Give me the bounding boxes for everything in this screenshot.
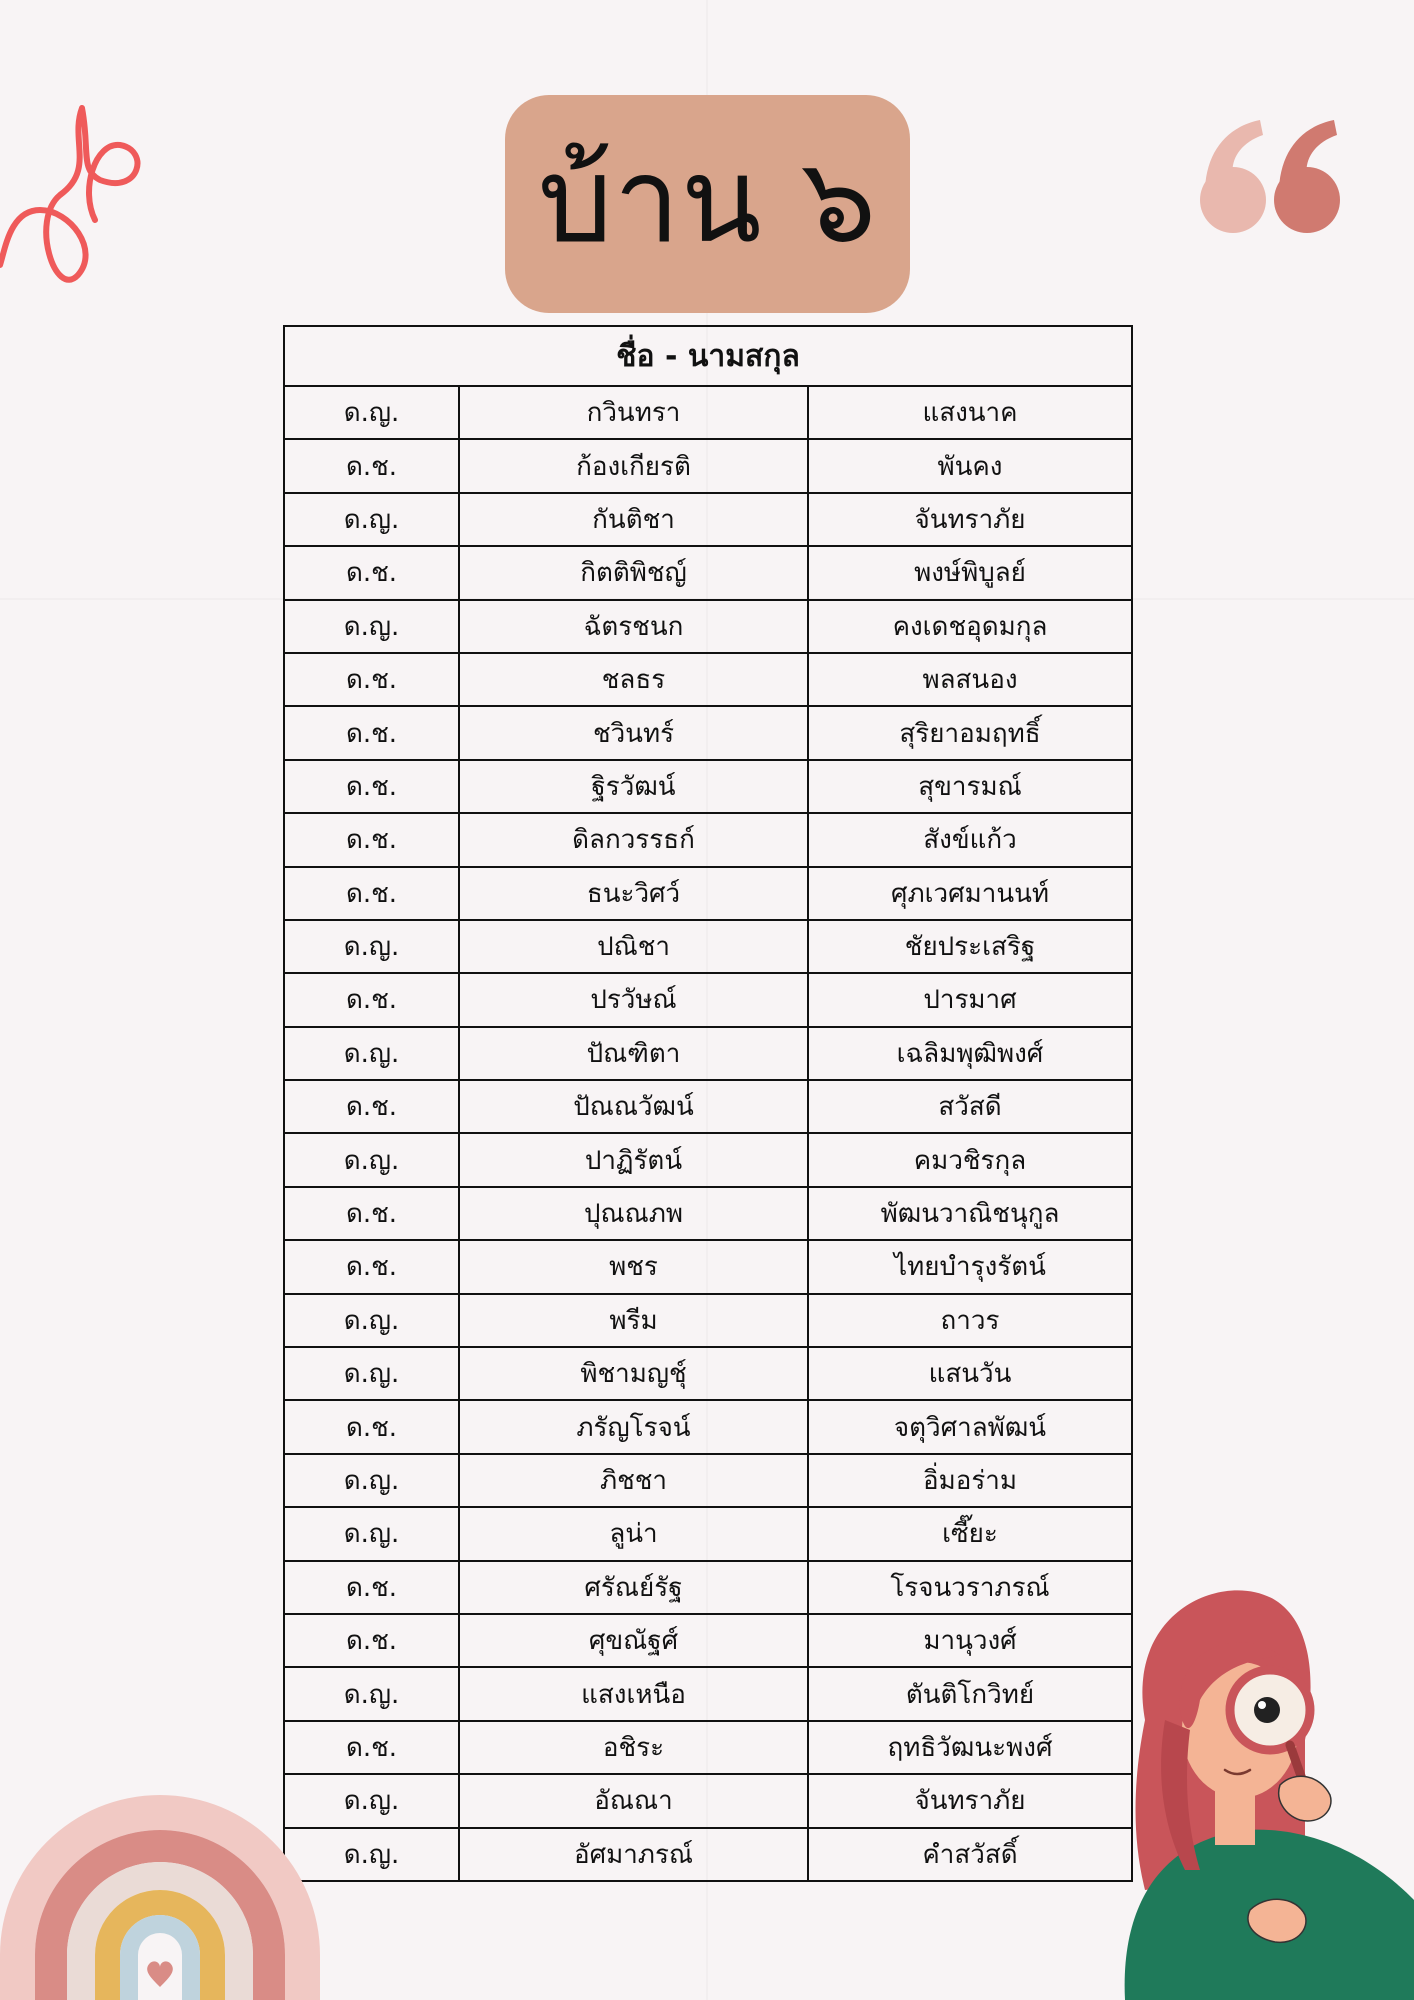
last-name-cell: สังข์แก้ว — [808, 813, 1132, 866]
first-name-cell: ภรัญโรจน์ — [459, 1400, 808, 1453]
girl-magnifying-glass-illustration — [1105, 1570, 1414, 2000]
page-title: บ้าน ๖ — [537, 131, 878, 269]
name-prefix-cell: ด.ญ. — [284, 1507, 459, 1560]
first-name-cell: แสงเหนือ — [459, 1667, 808, 1720]
name-prefix-cell: ด.ญ. — [284, 386, 459, 439]
table-row — [284, 760, 1132, 813]
first-name-cell: พชร — [459, 1240, 808, 1293]
first-name-cell: อัณณา — [459, 1774, 808, 1827]
name-prefix-cell: ด.ญ. — [284, 1774, 459, 1827]
table-row — [284, 493, 1132, 546]
last-name-cell: แสงนาค — [808, 386, 1132, 439]
last-name-cell: ไทยบำรุงรัตน์ — [808, 1240, 1132, 1293]
first-name-cell: ดิลกวรรธก์ — [459, 813, 808, 866]
table-row — [284, 1294, 1132, 1347]
rainbow-heart-illustration — [0, 1765, 330, 2000]
table-row — [284, 1454, 1132, 1507]
squiggle-doodle — [0, 100, 150, 310]
last-name-cell: สวัสดี — [808, 1080, 1132, 1133]
last-name-cell: พลสนอง — [808, 653, 1132, 706]
last-name-cell: คงเดชอุดมกุล — [808, 600, 1132, 653]
table-row — [284, 1774, 1132, 1827]
name-prefix-cell: ด.ญ. — [284, 1454, 459, 1507]
first-name-cell: ฉัตรชนก — [459, 600, 808, 653]
last-name-cell: แสนวัน — [808, 1347, 1132, 1400]
table-row — [284, 813, 1132, 866]
table-row — [284, 386, 1132, 439]
quote-marks-icon — [1195, 115, 1350, 245]
table-row — [284, 1080, 1132, 1133]
table-body — [284, 386, 1132, 1881]
table-row — [284, 706, 1132, 759]
last-name-cell: ศุภเวศมานนท์ — [808, 867, 1132, 920]
name-prefix-cell: ด.ญ. — [284, 1133, 459, 1186]
table-row — [284, 1187, 1132, 1240]
last-name-cell: จันทราภัย — [808, 493, 1132, 546]
last-name-cell: คมวชิรกุล — [808, 1133, 1132, 1186]
name-prefix-cell: ด.ญ. — [284, 1294, 459, 1347]
table-row — [284, 1133, 1132, 1186]
name-prefix-cell: ด.ช. — [284, 439, 459, 492]
name-prefix-cell: ด.ช. — [284, 760, 459, 813]
table-row — [284, 1347, 1132, 1400]
first-name-cell: กิตติพิชญ์ — [459, 546, 808, 599]
table-row — [284, 1828, 1132, 1881]
last-name-cell: อิ่มอร่าม — [808, 1454, 1132, 1507]
title-banner — [505, 95, 910, 313]
last-name-cell: เฉลิมพุฒิพงศ์ — [808, 1027, 1132, 1080]
last-name-cell: พงษ์พิบูลย์ — [808, 546, 1132, 599]
last-name-cell: เซี๊ยะ — [808, 1507, 1132, 1560]
last-name-cell: ชัยประเสริฐ — [808, 920, 1132, 973]
last-name-cell: พันคง — [808, 439, 1132, 492]
first-name-cell: ธนะวิศว์ — [459, 867, 808, 920]
table-row — [284, 1400, 1132, 1453]
last-name-cell: โรจนวราภรณ์ — [808, 1561, 1132, 1614]
name-prefix-cell: ด.ญ. — [284, 600, 459, 653]
first-name-cell: พิชามญชุ์ — [459, 1347, 808, 1400]
name-prefix-cell: ด.ช. — [284, 1721, 459, 1774]
first-name-cell: อัศมาภรณ์ — [459, 1828, 808, 1881]
last-name-cell: พัฒนวาณิชนุกูล — [808, 1187, 1132, 1240]
name-prefix-cell: ด.ญ. — [284, 1027, 459, 1080]
name-prefix-cell: ด.ญ. — [284, 493, 459, 546]
table-row — [284, 546, 1132, 599]
last-name-cell: ปารมาศ — [808, 973, 1132, 1026]
first-name-cell: ภิชชา — [459, 1454, 808, 1507]
first-name-cell: ลูน่า — [459, 1507, 808, 1560]
first-name-cell: ศรัณย์รัฐ — [459, 1561, 808, 1614]
name-prefix-cell: ด.ญ. — [284, 920, 459, 973]
first-name-cell: ปรวัษณ์ — [459, 973, 808, 1026]
table-header: ชื่อ - นามสกุล — [284, 326, 1132, 386]
table-row — [284, 439, 1132, 492]
table-row — [284, 1507, 1132, 1560]
first-name-cell: ก้องเกียรติ — [459, 439, 808, 492]
first-name-cell: ปุณณภพ — [459, 1187, 808, 1240]
name-prefix-cell: ด.ช. — [284, 1187, 459, 1240]
name-prefix-cell: ด.ช. — [284, 1614, 459, 1667]
name-prefix-cell: ด.ญ. — [284, 1347, 459, 1400]
table-row — [284, 1561, 1132, 1614]
name-prefix-cell: ด.ช. — [284, 973, 459, 1026]
first-name-cell: ชวินทร์ — [459, 706, 808, 759]
name-prefix-cell: ด.ช. — [284, 1561, 459, 1614]
last-name-cell: คำสวัสดิ์ — [808, 1828, 1132, 1881]
name-prefix-cell: ด.ช. — [284, 1080, 459, 1133]
first-name-cell: ชลธร — [459, 653, 808, 706]
table-row — [284, 653, 1132, 706]
name-prefix-cell: ด.ช. — [284, 813, 459, 866]
first-name-cell: ศุขณัฐศ์ — [459, 1614, 808, 1667]
table-row — [284, 1027, 1132, 1080]
table-row — [284, 1721, 1132, 1774]
last-name-cell: ถาวร — [808, 1294, 1132, 1347]
last-name-cell: จตุวิศาลพัฒน์ — [808, 1400, 1132, 1453]
table-row — [284, 600, 1132, 653]
table-header-row — [284, 326, 1132, 386]
table-row — [284, 1240, 1132, 1293]
first-name-cell: ปณิชา — [459, 920, 808, 973]
last-name-cell: จันทราภัย — [808, 1774, 1132, 1827]
table-row — [284, 1614, 1132, 1667]
name-prefix-cell: ด.ช. — [284, 1240, 459, 1293]
first-name-cell: กวินทรา — [459, 386, 808, 439]
table-row — [284, 867, 1132, 920]
name-prefix-cell: ด.ช. — [284, 867, 459, 920]
last-name-cell: สุขารมณ์ — [808, 760, 1132, 813]
name-prefix-cell: ด.ญ. — [284, 1828, 459, 1881]
name-prefix-cell: ด.ช. — [284, 653, 459, 706]
first-name-cell: กันติชา — [459, 493, 808, 546]
name-prefix-cell: ด.ช. — [284, 1400, 459, 1453]
name-prefix-cell: ด.ญ. — [284, 1667, 459, 1720]
last-name-cell: มานุวงศ์ — [808, 1614, 1132, 1667]
table-row — [284, 920, 1132, 973]
last-name-cell: ตันติโกวิทย์ — [808, 1667, 1132, 1720]
first-name-cell: ฐิรวัฒน์ — [459, 760, 808, 813]
name-prefix-cell: ด.ช. — [284, 706, 459, 759]
first-name-cell: พรีม — [459, 1294, 808, 1347]
last-name-cell: สุริยาอมฤทธิ์ — [808, 706, 1132, 759]
first-name-cell: ปาฏิรัตน์ — [459, 1133, 808, 1186]
table-row — [284, 973, 1132, 1026]
first-name-cell: อชิระ — [459, 1721, 808, 1774]
first-name-cell: ปัณณวัฒน์ — [459, 1080, 808, 1133]
student-name-table — [283, 325, 1133, 1882]
table-row — [284, 1667, 1132, 1720]
first-name-cell: ปัณฑิตา — [459, 1027, 808, 1080]
last-name-cell: ฤทธิวัฒนะพงศ์ — [808, 1721, 1132, 1774]
name-prefix-cell: ด.ช. — [284, 546, 459, 599]
